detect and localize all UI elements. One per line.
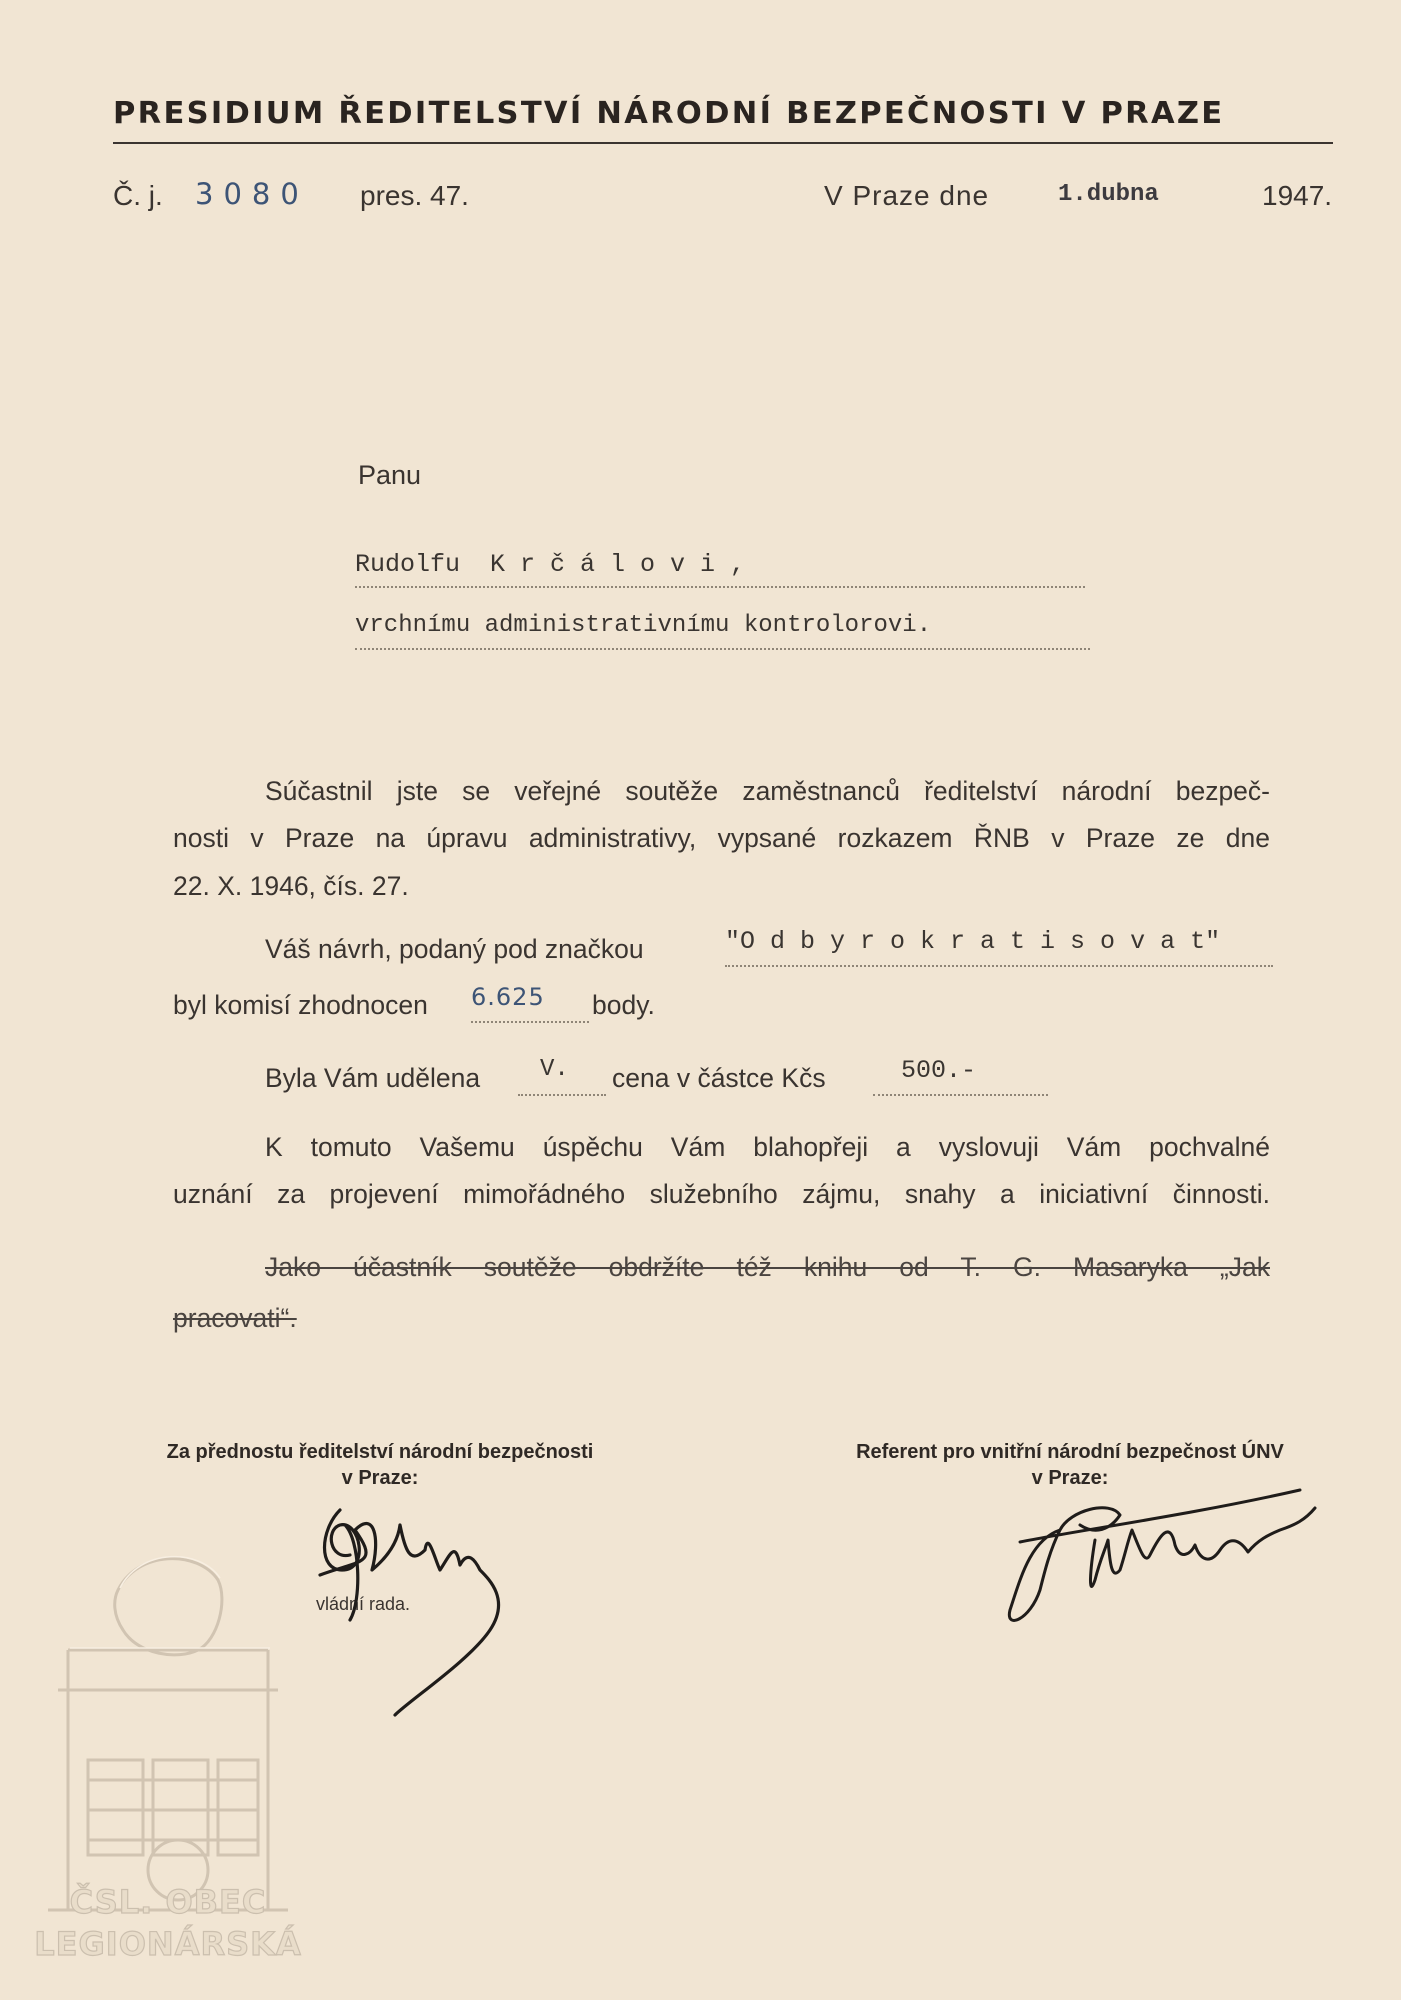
watermark-line-2: LEGIONÁRSKÁ [34, 1925, 302, 1963]
reference-prefix: Č. j. [113, 180, 163, 211]
award-mid-text: cena v částce Kčs [612, 1063, 826, 1093]
right-signature-line-1: Referent pro vnitřní národní bezpečnost ÚNV [856, 1441, 1284, 1463]
award-amount: 500.- [901, 1056, 977, 1085]
left-signature-role: vládní rada. [316, 1594, 411, 1614]
proposal-label: Váš návrh, podaný pod značkou [265, 934, 644, 964]
letter-year: 1947. [1262, 180, 1333, 211]
congrats-line-1: K tomuto Vašemu úspěchu Vám blahopřeji a vyslovuji Vám pochvalné [265, 1132, 1270, 1162]
award-label: Byla Vám udělena [265, 1063, 481, 1093]
struck-line-2: pracovati“. [173, 1303, 297, 1333]
award-rank-field [518, 1056, 606, 1096]
place-label: V Praze dne [824, 180, 990, 211]
award-rank: V. [540, 1056, 569, 1083]
reference-suffix: pres. 47. [360, 180, 469, 211]
reference-number: 3080 [195, 177, 309, 211]
right-handwritten-signature [1000, 1470, 1320, 1640]
recipient-name: Rudolfu K r č á l o v i , [355, 550, 746, 579]
proposal-code-field [725, 927, 1273, 967]
score-unit: body. [592, 990, 655, 1020]
award-amount-field [873, 1056, 1048, 1096]
embossed-watermark-stamp [28, 1530, 308, 1970]
recipient-title: vrchnímu administrativnímu kontrolorovi. [355, 612, 932, 639]
congrats-line-2: uznání za projevení mimořádného služebního zájmu, snahy a iniciativní činnosti. [173, 1179, 1270, 1209]
recipient-title-line [355, 612, 1090, 650]
salutation: Panu [358, 460, 422, 490]
letterhead-title: PRESIDIUM ŘEDITELSTVÍ NÁRODNÍ BEZPEČNOSTI V PRAZE [113, 96, 1225, 131]
recipient-name-line [355, 550, 1085, 588]
paragraph-1-line-2: nosti v Praze na úpravu administrativy, vypsané rozkazem ŘNB v Praze ze dne [173, 823, 1270, 853]
score-label: byl komisí zhodnocen [173, 990, 428, 1020]
struck-line-1: Jako účastník soutěže obdržíte též knihu od T. G. Masaryka „Jak [265, 1252, 1270, 1282]
left-signature-line-1: Za přednostu ředitelství národní bezpečnosti [166, 1441, 594, 1463]
proposal-code: "O d b y r o k r a t i s o v a t" [725, 927, 1221, 956]
paragraph-1-line-1: Súčastnil jste se veřejné soutěže zaměstnanců ředitelství národní bezpeč- [265, 776, 1270, 806]
paragraph-1-line-3: 22. X. 1946, čís. 27. [173, 871, 409, 901]
left-signature-line-2: v Praze: [341, 1467, 419, 1489]
watermark-line-1: ČSL. OBEC [69, 1883, 267, 1921]
letterhead-rule [113, 142, 1333, 144]
score-value: 6.625 [471, 983, 545, 1011]
left-handwritten-signature [300, 1470, 540, 1720]
score-field [471, 983, 589, 1023]
letter-date: 1.dubna [1058, 181, 1159, 208]
right-signature-line-2: v Praze: [1031, 1467, 1109, 1489]
